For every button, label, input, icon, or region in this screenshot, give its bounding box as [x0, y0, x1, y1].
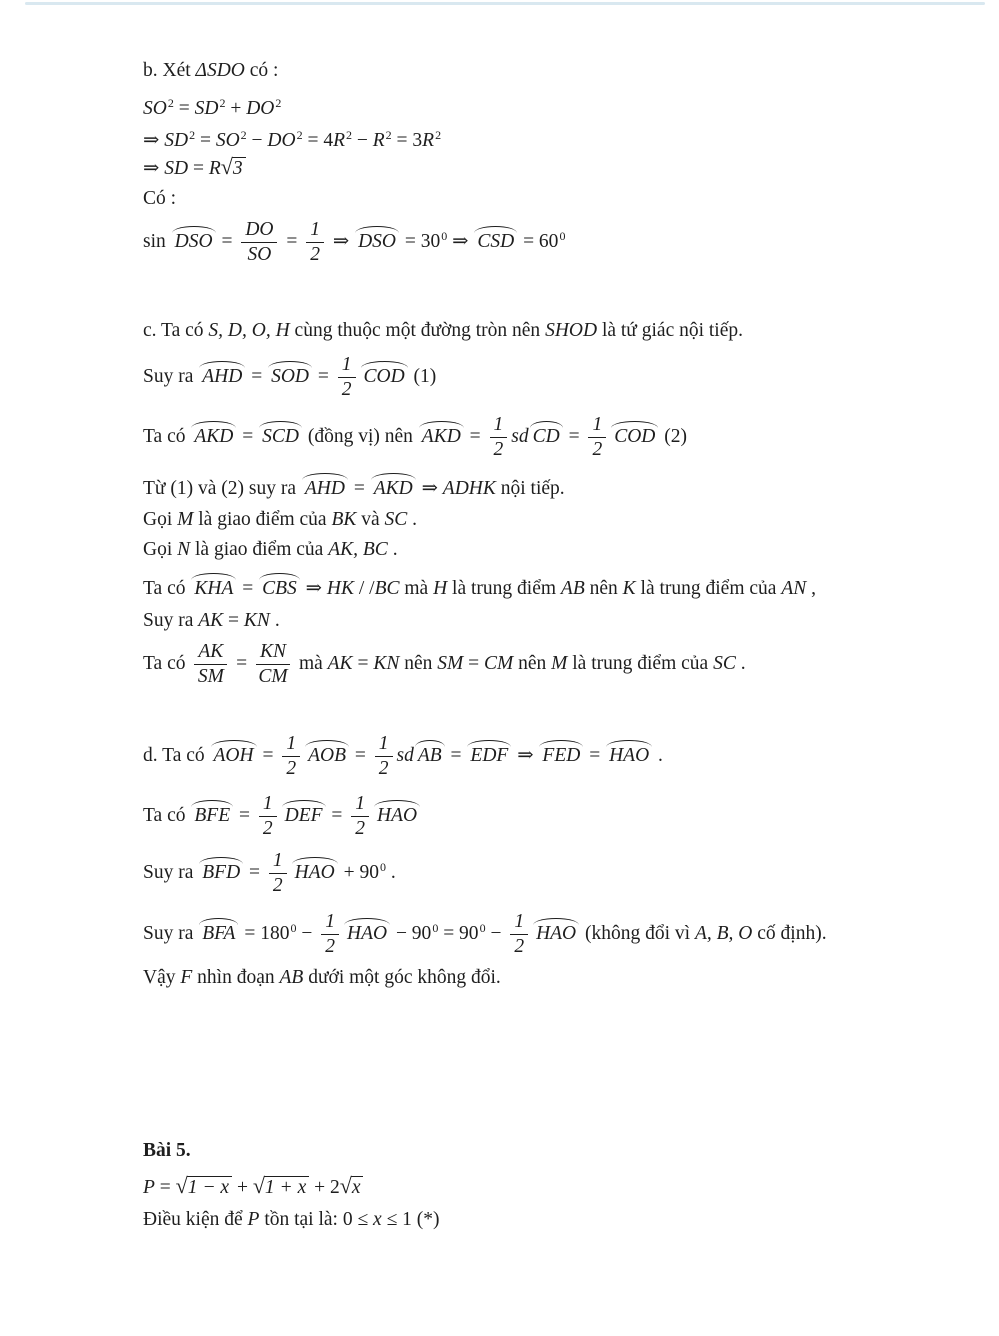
wide-hat-angle: KHA [191, 576, 236, 602]
wide-hat-angle: BFE [191, 803, 233, 829]
square-root: √3 [221, 158, 246, 179]
line-bai5-expression: P = √1 − x + √1 + x + 2√x [143, 1173, 363, 1201]
wide-hat-angle: AOB [305, 743, 349, 769]
line-part-b-heading: b. Xét ΔSDO có : [143, 60, 279, 81]
fraction: $\frac{1}{2}$ [375, 733, 393, 780]
wide-hat-angle: CSD [474, 229, 517, 255]
document-content [143, 0, 989, 1336]
fraction: $\frac{1}{2}$ [588, 414, 606, 461]
line-goi-n: Gọi N là giao điểm của AK, BC . [143, 539, 398, 560]
line-kha-cbs: Ta có KHA = CBS ⇒ HK / /BC mà H là trung điểm AB nên K là trung điểm của AN , [143, 576, 816, 602]
wide-hat-angle: COD [611, 424, 658, 450]
fraction: $\frac{1}{2}$ [321, 911, 339, 958]
line-d-bfa: Suy ra BFA = $180^0$ − $\frac{1}{2}$ HAO − $90^0 = 90^0$ − $\frac{1}{2}$ HAO (không đổi vì A, B, O cố định). [143, 911, 827, 957]
fraction: $\frac{1}{2}$ [259, 793, 277, 840]
wide-hat-angle: EDF [467, 743, 511, 769]
wide-hat-angle: HAO [344, 921, 390, 947]
line-eq-sd2: ⇒ $SD^2 = SO^2 - DO^2 = 4R^2 - R^2 = 3R^2$ [143, 128, 442, 151]
wide-hat-angle: AB [415, 743, 445, 769]
wide-hat-angle: HAO [374, 803, 420, 829]
wide-hat-angle: FED [539, 743, 583, 769]
fraction: $\frac{DO}{SO}$ [241, 219, 277, 266]
fraction: $\frac{1}{2}$ [306, 219, 324, 266]
fraction: $\frac{1}{2}$ [490, 414, 508, 461]
line-d-bfd: Suy ra BFD = $\frac{1}{2}$ HAO + $90^0$ . [143, 850, 396, 896]
wide-hat-angle: HAO [606, 743, 652, 769]
line-c-angle-eq-2: Ta có AKD = SCD (đồng vị) nên AKD = $\frac{1}{2}$ sd CD = $\frac{1}{2}$ COD (2) [143, 414, 688, 460]
wide-hat-angle: BFA [199, 921, 238, 947]
wide-hat-angle: AOH [211, 743, 257, 769]
line-d-bfe: Ta có BFE = $\frac{1}{2}$ DEF = $\frac{1}{2}$ HAO [143, 793, 421, 840]
wide-hat-angle: AKD [419, 424, 464, 450]
fraction: $\frac{1}{2}$ [338, 354, 356, 401]
wide-hat-angle: CD [530, 424, 563, 450]
line-d-conclusion: Vậy F nhìn đoạn AB dưới một góc không đổi. [143, 967, 501, 988]
wide-hat-angle: DSO [355, 229, 399, 255]
line-part-d-heading: d. Ta có AOH = $\frac{1}{2}$ AOB = $\frac{1}{2}$ sd AB = EDF ⇒ FED = HAO . [143, 733, 663, 779]
line-eq-sd-sqrt3: ⇒ SD = R√3 [143, 154, 246, 182]
line-part-c-heading: c. Ta có S, D, O, H cùng thuộc một đường tròn nên SHOD là tứ giác nội tiếp. [143, 320, 744, 341]
wide-hat-angle: AHD [199, 364, 245, 390]
line-goi-m: Gọi M là giao điểm của BK và SC . [143, 509, 418, 530]
square-root: √1 + x [253, 1177, 309, 1198]
wide-hat-angle: SCD [259, 424, 302, 450]
fraction: $\frac{AK}{SM}$ [194, 641, 227, 688]
fraction: $\frac{1}{2}$ [351, 793, 369, 840]
line-sin-dso: sin DSO = $\frac{DO}{SO}$ = $\frac{1}{2}$ ⇒ DSO = $30^0$ ⇒ CSD = $60^0$ [143, 219, 566, 265]
fraction: $\frac{1}{2}$ [269, 850, 287, 897]
wide-hat-angle: HAO [292, 860, 338, 886]
wide-hat-angle: CBS [259, 576, 300, 602]
line-ak-kn: Suy ra AK = KN . [143, 610, 280, 631]
fraction: $\frac{1}{2}$ [510, 911, 528, 958]
wide-hat-angle: BFD [199, 860, 243, 886]
fraction: $\frac{1}{2}$ [282, 733, 300, 780]
wide-hat-angle: AHD [302, 476, 348, 502]
wide-hat-angle: DEF [282, 803, 326, 829]
wide-hat-angle: AKD [371, 476, 416, 502]
square-root: √1 − x [176, 1177, 232, 1198]
line-co-label: Có : [143, 188, 177, 209]
wide-hat-angle: DSO [172, 229, 216, 255]
fraction: $\frac{KN}{CM}$ [256, 641, 290, 688]
wide-hat-angle: HAO [533, 921, 579, 947]
wide-hat-angle: COD [361, 364, 408, 390]
line-ratio-ak-sm: Ta có $\frac{AK}{SM}$ = $\frac{KN}{CM}$ mà AK = KN nên SM = CM nên M là trung điểm của SC . [143, 641, 746, 687]
line-eq-so2: $SO^2 = SD^2 + DO^2$ [143, 96, 282, 119]
line-c-angle-eq-1: Suy ra AHD = SOD = $\frac{1}{2}$ COD (1) [143, 354, 437, 400]
line-bai5-heading: Bài 5. [143, 1140, 191, 1161]
square-root: √x [340, 1177, 364, 1198]
wide-hat-angle: AKD [191, 424, 236, 450]
wide-hat-angle: SOD [268, 364, 312, 390]
line-c-conclusion: Từ (1) và (2) suy ra AHD = AKD ⇒ ADHK nội tiếp. [143, 476, 565, 502]
line-bai5-condition: Điều kiện để P tồn tại là: 0 ≤ x ≤ 1 (*) [143, 1209, 440, 1230]
